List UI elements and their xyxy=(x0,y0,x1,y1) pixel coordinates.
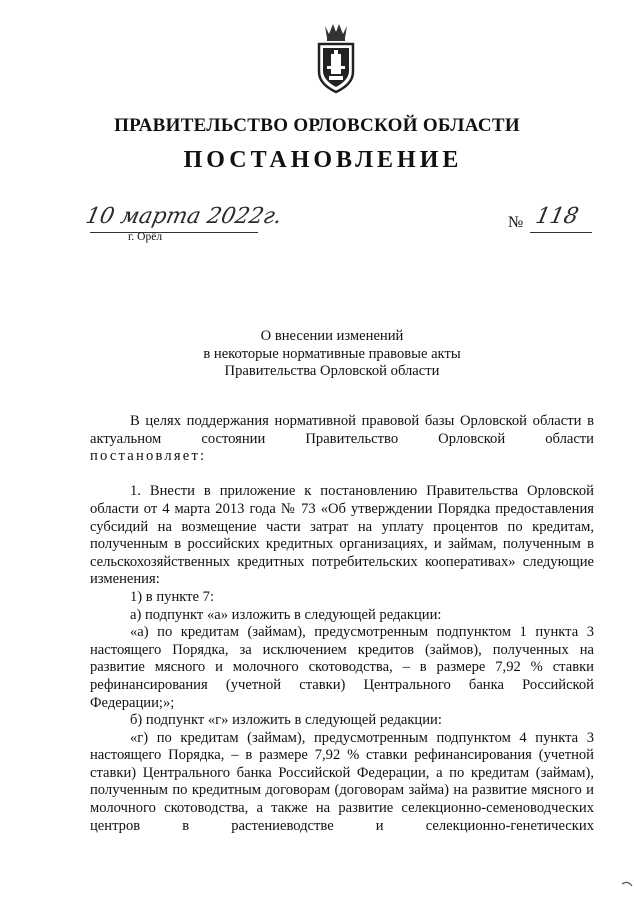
document-body xyxy=(90,413,594,835)
subject-line: О внесении изменений xyxy=(260,328,404,344)
government-title: ПРАВИТЕЛЬСТВО ОРЛОВСКОЙ ОБЛАСТИ xyxy=(114,115,520,136)
item-1-1a-text: «а) по кредитам (займам), предусмотренным подпунктом 1 пункта 3 настоящего Порядка, за исключением кредитов (займов), полученных на развитие мясного и молочного скотоводства, – в размере 7,92 % ставки рефинансирования (учетной ставки) Центрального банка Российской Федерации;»; xyxy=(90,624,594,711)
item-1-1a-paragraph: а) подпункт «а» изложить в следующей редакции: xyxy=(130,606,442,623)
subject-line: Правительства Орловской области xyxy=(224,363,440,380)
item-1-paragraph: 1. Внести в приложение к постановлению Правительства Орловской области от 4 марта 2013 года № 73 «Об утверждении Порядка предоставления субсидий на возмещение части затрат на уплату процентов по кредитам, полученным в российских кредитных организациях, и займам, полученным в сельскохозяйственных кредитных потребительских кооперативах» следующие изменения: xyxy=(90,483,594,588)
handwritten-number: 118 xyxy=(533,204,581,229)
preamble-resolves: постановляет: xyxy=(90,448,207,465)
handwritten-date: 10 марта 2022г. xyxy=(83,204,285,229)
document-subject xyxy=(0,328,634,381)
item-1-1b-text: «г) по кредитам (займам), предусмотренным подпунктом 4 пункта 3 настоящего Порядка, – в размере 7,92 % ставки рефинансирования (учетной ставки) Центрального банка Российской Федерации, а по кредитам (займам), полученным по кредитным договорам (договорам займа) на развитие мясного и молочного скотоводства, а также на развитие селекционно-семеноводческих центров в растениеводстве и селекционно-генетических xyxy=(90,729,594,834)
city-label: г. Орёл xyxy=(128,231,163,243)
item-1-1b-paragraph: б) подпункт «г» изложить в следующей редакции: xyxy=(130,712,442,729)
item-1-1-paragraph: 1) в пункте 7: xyxy=(130,588,215,605)
coat-of-arms-icon xyxy=(315,22,357,94)
number-underline xyxy=(530,232,592,233)
preamble-paragraph: В целях поддержания нормативной правовой базы Орловской области в актуальном состоянии Правительство Орловской области xyxy=(90,413,594,447)
subject-line: в некоторые нормативные правовые акты xyxy=(203,345,461,362)
scan-mark-icon xyxy=(620,880,634,894)
number-label: № xyxy=(508,214,524,231)
date-underline xyxy=(90,232,258,233)
document-type-title: ПОСТАНОВЛЕНИЕ xyxy=(183,147,463,173)
